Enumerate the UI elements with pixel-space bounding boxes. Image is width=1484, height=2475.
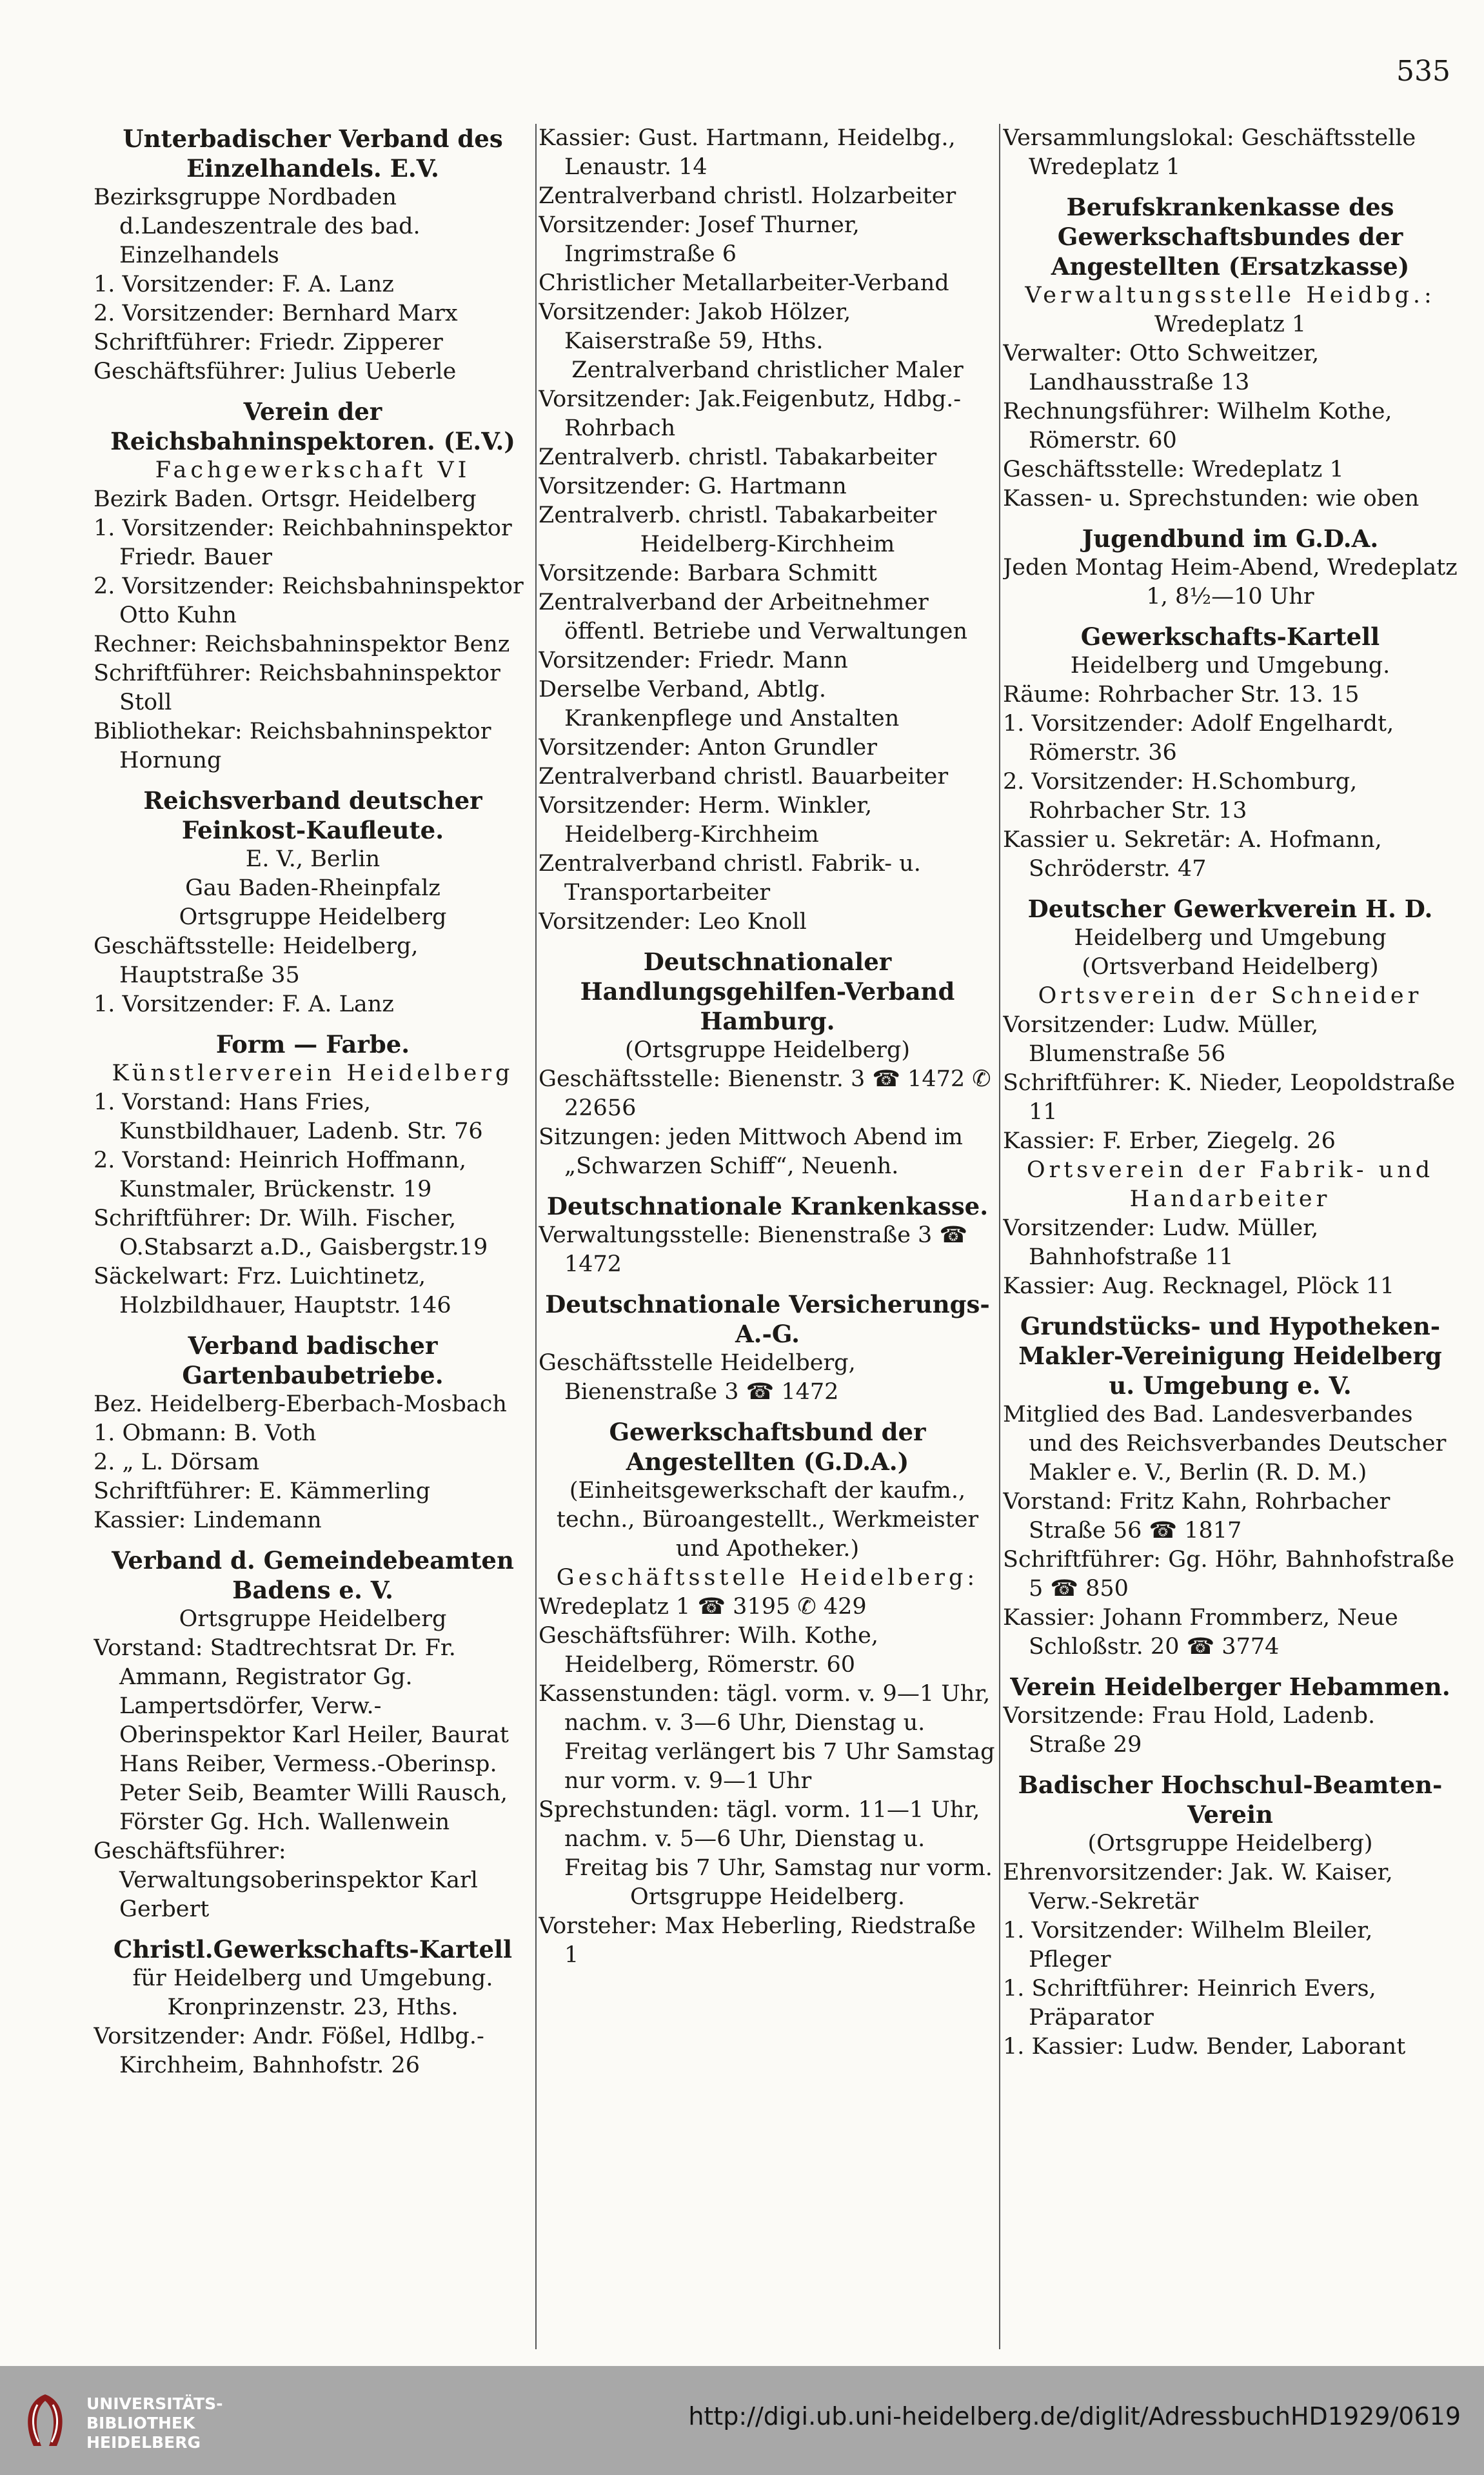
entry-heading: Verein Heidelberger Hebammen. xyxy=(1010,1673,1450,1701)
entry-line: Schriftführer: Dr. Wilh. Fischer, O.Stabsarzt a.D., Gaisbergstr.19 xyxy=(94,1206,488,1260)
entry-line: Kassen- u. Sprechstunden: wie oben xyxy=(1003,486,1420,512)
entry-subheading: Jeden Montag Heim-Abend, Wredeplatz 1, 8½—10 Uhr xyxy=(1003,555,1458,610)
entry-line: Verwalter: Otto Schweitzer, Landhausstraße 13 xyxy=(1003,341,1320,395)
entry-line: Vorsitzende: Frau Hold, Ladenb. Straße 29 xyxy=(1003,1703,1376,1758)
entry-heading: Badischer Hochschul-Beamten-Verein xyxy=(1018,1771,1443,1829)
entry-subheading: Heidelberg-Kirchheim xyxy=(640,532,895,557)
entry-heading: Form — Farbe. xyxy=(215,1030,410,1059)
entry-line: Vorsitzender: G. Hartmann xyxy=(539,473,847,499)
column-right xyxy=(1003,124,1458,2343)
entry-heading: Gewerkschafts-Kartell xyxy=(1080,622,1380,651)
entry-line: Vorstand: Fritz Kahn, Rohrbacher Straße 56 ☎ 1817 xyxy=(1003,1489,1390,1544)
entry-line: Geschäftsführer: Wilh. Kothe, Heidelberg, Römerstr. 60 xyxy=(539,1623,879,1678)
library-name-line: HEIDELBERG xyxy=(86,2433,201,2452)
entry-line: Geschäftsstelle: Heidelberg, Hauptstraße 35 xyxy=(94,933,419,988)
entry-line: Bezirksgruppe Nordbaden d.Landeszentrale des bad. Einzelhandels xyxy=(94,184,420,268)
entry-line: Rechner: Reichsbahninspektor Benz xyxy=(94,631,510,657)
entry-line: Zentralverb. christl. Tabakarbeiter xyxy=(539,502,937,528)
entry-line: 2. Vorsitzender: Bernhard Marx xyxy=(94,301,458,326)
column-left xyxy=(94,124,532,2343)
entry-line: Vorsitzender: Jak.Feigenbutz, Hdbg.-Rohrbach xyxy=(539,386,962,441)
entry-subheading: Heidelberg und Umgebung xyxy=(1074,925,1387,951)
entry-line: 1. Vorsitzender: Wilhelm Bleiler, Pfleger xyxy=(1003,1918,1373,1973)
source-url-link[interactable]: http://digi.ub.uni-heidelberg.de/diglit/AdressbuchHD1929/0619 xyxy=(688,2402,1461,2430)
library-name-line: UNIVERSITÄTS- xyxy=(86,2394,223,2413)
entry-line: 2. Vorsitzender: Reichsbahninspektor Otto Kuhn xyxy=(94,573,524,628)
entry-line: 1. Vorsitzender: Adolf Engelhardt, Römerstr. 36 xyxy=(1003,711,1394,766)
page-number: 535 xyxy=(1396,55,1450,88)
entry-subheading: Ortsgruppe Heidelberg xyxy=(179,1606,447,1632)
entry-heading: Verband badischer Gartenbaubetriebe. xyxy=(182,1331,444,1389)
entry-line: Kassier u. Sekretär: A. Hofmann, Schröderstr. 47 xyxy=(1003,827,1382,882)
column-divider xyxy=(999,124,1000,2349)
entry-line: Zentralverband christl. Fabrik- u. Transportarbeiter xyxy=(539,851,921,906)
library-name xyxy=(86,2394,223,2452)
entry-line: Sitzungen: jeden Mittwoch Abend im „Schwarzen Schiff“, Neuenh. xyxy=(539,1124,963,1179)
library-name-line: BIBLIOTHEK xyxy=(86,2414,195,2432)
entry-subheading: Gau Baden-Rheinpfalz xyxy=(185,875,440,901)
entry-line: 1. Vorstand: Hans Fries, Kunstbildhauer, Ladenb. Str. 76 xyxy=(94,1089,483,1144)
entry-line: 1. Vorsitzender: F. A. Lanz xyxy=(94,991,394,1017)
entry-heading: Unterbadischer Verband des Einzelhandels. E.V. xyxy=(123,124,503,183)
entry-line: Kassier: Lindemann xyxy=(94,1507,322,1533)
entry-line: Kassenstunden: tägl. vorm. v. 9—1 Uhr, nachm. v. 3—6 Uhr, Dienstag u. Freitag verlängert bis 7 Uhr Samstag nur vorm. v. 9—1 Uhr xyxy=(539,1681,995,1794)
entry-heading: Grundstücks- und Hypotheken-Makler-Vereinigung Heidelberg u. Umgebung e. V. xyxy=(1018,1312,1442,1400)
entry-line: Sprechstunden: tägl. vorm. 11—1 Uhr, nachm. v. 5—6 Uhr, Dienstag u. Freitag bis 7 Uhr, Samstag nur vorm. xyxy=(539,1797,993,1881)
column-divider xyxy=(535,124,537,2349)
entry-subheading: (Ortsverband Heidelberg) xyxy=(1082,954,1379,980)
entry-line: Vorsitzender: Friedr. Mann xyxy=(539,648,848,673)
entry-line: Bibliothekar: Reichsbahninspektor Hornung xyxy=(94,719,491,773)
entry-subheading: Ortsgruppe Heidelberg xyxy=(179,904,447,930)
entry-line: Vorsitzender: Leo Knoll xyxy=(539,909,807,935)
entry-line: Kassier: F. Erber, Ziegelg. 26 xyxy=(1003,1128,1336,1154)
entry-line: Zentralverb. christl. Tabakarbeiter xyxy=(539,444,937,470)
entry-line: Wredeplatz 1 ☎ 3195 ✆ 429 xyxy=(539,1594,867,1620)
entry-line: Vorsitzender: Ludw. Müller, Blumenstraße 56 xyxy=(1003,1012,1319,1067)
entry-heading: Jugendbund im G.D.A. xyxy=(1082,524,1379,553)
entry-line: Geschäftsführer: Verwaltungsoberinspektor Karl Gerbert xyxy=(94,1838,478,1922)
entry-line: Vorsitzende: Barbara Schmitt xyxy=(539,561,877,586)
entry-line: Vorsitzender: Josef Thurner, Ingrimstraße 6 xyxy=(539,212,860,267)
entry-line: Bez. Heidelberg-Eberbach-Mosbach xyxy=(94,1391,507,1417)
entry-line: Geschäftsführer: Julius Ueberle xyxy=(94,359,457,384)
entry-subheading: E. V., Berlin xyxy=(245,846,381,872)
entry-line: 1. Schriftführer: Heinrich Evers, Präparator xyxy=(1003,1976,1376,2031)
entry-line: Kassier: Gust. Hartmann, Heidelbg., Lenaustr. 14 xyxy=(539,125,956,180)
entry-subheading: (Einheitsgewerkschaft der kaufm., techn., Büroangestellt., Werkmeister und Apotheker.) xyxy=(556,1478,979,1562)
entry-line: Christlicher Metallarbeiter-Verband xyxy=(539,270,949,296)
entry-subheading: für Heidelberg und Umgebung. xyxy=(132,1965,493,1991)
library-logo-icon xyxy=(14,2391,76,2452)
entry-subheading: Geschäftsstelle Heidelberg: xyxy=(556,1565,979,1591)
entry-heading: Gewerkschaftsbund der Angestellten (G.D.A.) xyxy=(609,1418,926,1476)
entry-subheading: Ortsverein der Schneider xyxy=(1038,983,1423,1009)
entry-subheading: (Ortsgruppe Heidelberg) xyxy=(624,1037,911,1063)
entry-line: Zentralverband christl. Holzarbeiter xyxy=(539,183,956,209)
entry-line: Zentralverband christl. Bauarbeiter xyxy=(539,764,949,790)
entry-line: 1. Vorsitzender: F. A. Lanz xyxy=(94,272,394,297)
entry-line: Vorsitzender: Anton Grundler xyxy=(539,735,877,760)
entry-heading: Reichsverband deutscher Feinkost-Kaufleute. xyxy=(143,786,482,844)
entry-line: Kassier: Johann Frommberz, Neue Schloßstr. 20 ☎ 3774 xyxy=(1003,1605,1398,1660)
entry-heading: Deutschnationale Versicherungs-A.-G. xyxy=(545,1290,990,1348)
entry-subheading: Wredeplatz 1 xyxy=(1154,312,1307,337)
entry-line: Versammlungslokal: Geschäftsstelle Wredeplatz 1 xyxy=(1003,125,1416,180)
entry-line: Vorsitzender: Andr. Fößel, Hdlbg.-Kirchheim, Bahnhofstr. 26 xyxy=(94,2023,484,2078)
entry-heading: Verband d. Gemeindebeamten Badens e. V. xyxy=(112,1546,514,1604)
entry-line: Schriftführer: Friedr. Zipperer xyxy=(94,330,443,355)
entry-heading: Deutschnationaler Handlungsgehilfen-Verband Hamburg. xyxy=(580,948,955,1035)
entry-subheading: Kronprinzenstr. 23, Hths. xyxy=(167,1994,459,2020)
entry-line: Schriftführer: E. Kämmerling xyxy=(94,1478,431,1504)
entry-line: Derselbe Verband, Abtlg. Krankenpflege und Anstalten xyxy=(539,677,900,731)
entry-subheading: Heidelberg und Umgebung. xyxy=(1070,653,1390,679)
entry-line: Vorsitzender: Herm. Winkler, Heidelberg-Kirchheim xyxy=(539,793,873,848)
entry-line: Rechnungsführer: Wilhelm Kothe, Römerstr. 60 xyxy=(1003,399,1392,453)
entry-line: Ehrenvorsitzender: Jak. W. Kaiser, Verw.-Sekretär xyxy=(1003,1860,1393,1914)
entry-subheading: Ortsverein der Fabrik- und Handarbeiter xyxy=(1026,1157,1434,1212)
entry-heading: Deutscher Gewerkverein H. D. xyxy=(1027,895,1433,923)
entry-line: Zentralverband der Arbeitnehmer öffentl. Betriebe und Verwaltungen xyxy=(539,590,968,644)
entry-line: Mitglied des Bad. Landesverbandes und des Reichsverbandes Deutscher Makler e. V., Berlin (R. D. M.) xyxy=(1003,1402,1447,1486)
footer-bar xyxy=(0,2366,1484,2475)
entry-subheading: (Ortsgruppe Heidelberg) xyxy=(1087,1831,1373,1856)
entry-line: Räume: Rohrbacher Str. 13. 15 xyxy=(1003,682,1360,708)
entry-line: Kassier: Aug. Recknagel, Plöck 11 xyxy=(1003,1273,1395,1299)
entry-line: Schriftführer: Reichsbahninspektor Stoll xyxy=(94,661,500,715)
entry-line: 1. Obmann: B. Voth xyxy=(94,1420,317,1446)
entry-heading: Berufskrankenkasse des Gewerkschaftsbundes der Angestellten (Ersatzkasse) xyxy=(1051,193,1410,281)
entry-line: Geschäftsstelle: Bienenstr. 3 ☎ 1472 ✆ 22656 xyxy=(539,1066,991,1121)
entry-line: Vorsitzender: Ludw. Müller, Bahnhofstraße 11 xyxy=(1003,1215,1319,1270)
entry-line: 2. Vorstand: Heinrich Hoffmann, Kunstmaler, Brückenstr. 19 xyxy=(94,1148,467,1202)
entry-line: Säckelwart: Frz. Luichtinetz, Holzbildhauer, Hauptstr. 146 xyxy=(94,1264,451,1318)
entry-line: 1. Kassier: Ludw. Bender, Laborant xyxy=(1003,2034,1406,2060)
entry-line: Verwaltungsstelle: Bienenstraße 3 ☎ 1472 xyxy=(539,1222,968,1277)
entry-line: Bezirk Baden. Ortsgr. Heidelberg xyxy=(94,486,477,512)
entry-heading: Christl.Gewerkschafts-Kartell xyxy=(113,1935,513,1963)
entry-heading: Verein der Reichsbahninspektoren. (E.V.) xyxy=(110,397,515,455)
entry-heading: Deutschnationale Krankenkasse. xyxy=(546,1192,989,1220)
entry-line: Vorsitzender: Jakob Hölzer, Kaiserstraße 59, Hths. xyxy=(539,299,851,354)
entry-line: Vorsteher: Max Heberling, Riedstraße 1 xyxy=(539,1913,976,1968)
entry-line: Schriftführer: K. Nieder, Leopoldstraße 11 xyxy=(1003,1070,1456,1125)
entry-line: Geschäftsstelle Heidelberg, Bienenstraße 3 ☎ 1472 xyxy=(539,1350,856,1405)
entry-line: Geschäftsstelle: Wredeplatz 1 xyxy=(1003,457,1344,482)
entry-line: 2. Vorsitzender: H.Schomburg, Rohrbacher Str. 13 xyxy=(1003,769,1358,824)
entry-line: Vorstand: Stadtrechtsrat Dr. Fr. Ammann, Registrator Gg. Lampertsdörfer, Verw.-Oberinspektor Karl Heiler, Baurat Hans Reiber, Vermess.-Oberinsp. Peter Seib, Beamter Willi Rausch, Förster Gg. Hch. Wallenwein xyxy=(94,1635,509,1835)
entry-line: 1. Vorsitzender: Reichbahninspektor Friedr. Bauer xyxy=(94,515,512,570)
entry-subheading: Verwaltungsstelle Heidbg.: xyxy=(1025,283,1436,308)
entry-subheading: Ortsgruppe Heidelberg. xyxy=(630,1884,905,1910)
entry-line: Schriftführer: Gg. Höhr, Bahnhofstraße 5 ☎ 850 xyxy=(1003,1547,1455,1602)
column-middle xyxy=(539,124,996,2343)
entry-subheading: Zentralverband christlicher Maler xyxy=(571,357,964,383)
entry-subheading: Künstlerverein Heidelberg xyxy=(112,1060,514,1086)
entry-line: 2. „ L. Dörsam xyxy=(94,1449,260,1475)
entry-subheading: Fachgewerkschaft VI xyxy=(155,457,471,483)
